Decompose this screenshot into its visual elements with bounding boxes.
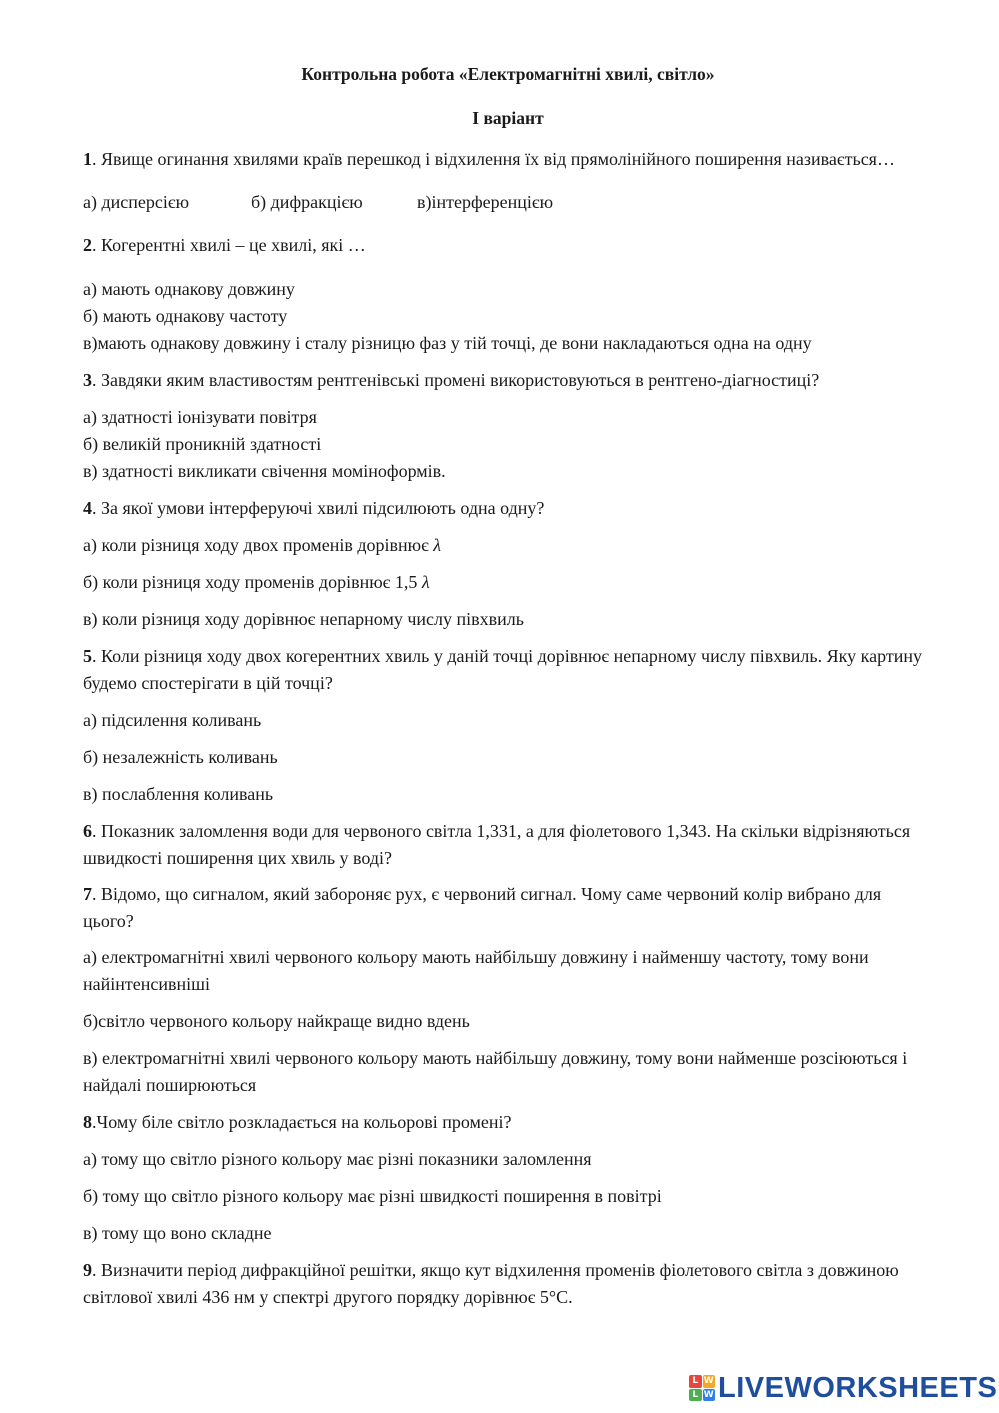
question-5 — [83, 643, 933, 697]
option[interactable]: в)інтерференцією — [417, 192, 554, 212]
lambda-symbol: λ — [421, 572, 430, 592]
option-text: а) коли різниця ходу двох променів дорівнює — [83, 535, 434, 555]
question-number: 1 — [83, 149, 92, 169]
option-text: б) коли різниця ходу променів дорівнює 1,5 — [83, 572, 422, 592]
option[interactable]: в)мають однакову довжину і сталу різницю фаз у тій точці, де вони накладаються одна на одну — [83, 333, 812, 353]
question-number: 3 — [83, 370, 92, 390]
logo-tile: W — [703, 1389, 714, 1400]
option[interactable]: в) послаблення коливань — [83, 784, 274, 804]
question-7 — [83, 881, 933, 935]
option[interactable] — [83, 569, 933, 596]
question-text: . Показник заломлення води для червоного світла 1,331, а для фіолетового 1,343. На скільки відрізняються швидкості поширення цих хвиль у воді? — [83, 821, 911, 868]
option[interactable]: а) тому що світло різного кольору має різні показники заломлення — [83, 1149, 592, 1169]
question-9 — [83, 1257, 933, 1311]
logo-tile: L — [689, 1389, 702, 1402]
option[interactable]: а) мають однакову довжину — [83, 279, 295, 299]
option[interactable] — [83, 532, 933, 559]
option[interactable]: б) мають однакову частоту — [83, 306, 288, 326]
brand-text: LIVEWORKSHEETS — [718, 1371, 998, 1404]
question-1 — [83, 146, 933, 173]
variant-heading: І варіант — [472, 108, 544, 128]
option[interactable]: в) електромагнітні хвилі червоного кольору мають найбільшу довжину, тому вони найменше розсіюються і найдалі поширюються — [83, 1048, 908, 1095]
lambda-symbol: λ — [433, 535, 442, 555]
question-number: 9 — [83, 1260, 92, 1280]
question-text: . Когерентні хвилі – це хвилі, які … — [92, 235, 366, 255]
option[interactable]: а) підсилення коливань — [83, 710, 262, 730]
question-text: . Явище огинання хвилями країв перешкод і відхилення їх від прямолінійного поширення називається… — [92, 149, 895, 169]
question-text: .Чому біле світло розкладається на кольорові промені? — [92, 1112, 512, 1132]
option[interactable]: а) дисперсією — [83, 192, 190, 212]
liveworksheets-logo-icon — [689, 1375, 715, 1401]
worksheet-page — [83, 60, 933, 1311]
question-3 — [83, 367, 933, 394]
logo-tile: W — [703, 1376, 714, 1386]
question-number: 7 — [83, 884, 92, 904]
question-text: . Завдяки яким властивостям рентгенівські промені використовуються в рентгено-діагностиці? — [92, 370, 820, 390]
option[interactable]: в) здатності викликати свічення моміноформів. — [83, 461, 446, 481]
question-number: 4 — [83, 498, 92, 518]
logo-tile: L — [689, 1375, 702, 1388]
question-4 — [83, 495, 933, 522]
option[interactable]: б) незалежність коливань — [83, 747, 278, 767]
question-number: 6 — [83, 821, 92, 841]
question-number: 8 — [83, 1112, 92, 1132]
option[interactable]: б) дифракцією — [251, 192, 363, 212]
question-text: . Відомо, що сигналом, який забороняє рух, є червоний сигнал. Чому саме червоний колір вибрано для цього? — [83, 884, 882, 931]
question-1-options — [83, 189, 933, 216]
question-text: . За якої умови інтерферуючі хвилі підсилюють одна одну? — [92, 498, 545, 518]
option[interactable]: б) великій проникній здатності — [83, 434, 322, 454]
question-number: 2 — [83, 235, 92, 255]
liveworksheets-brand — [689, 1371, 997, 1405]
question-text: . Коли різниця ходу двох когерентних хвиль у даній точці дорівнює непарному числу півхвиль. Яку картину будемо спостерігати в цій точці? — [83, 646, 922, 693]
question-8 — [83, 1109, 933, 1136]
option[interactable]: а) електромагнітні хвилі червоного кольору мають найбільшу довжину і найменшу частоту, тому вони найінтенсивніші — [83, 947, 869, 994]
option[interactable]: б)світло червоного кольору найкраще видно вдень — [83, 1011, 470, 1031]
question-6 — [83, 818, 933, 872]
option[interactable]: б) тому що світло різного кольору має різні швидкості поширення в повітрі — [83, 1186, 662, 1206]
option[interactable]: а) здатності іонізувати повітря — [83, 407, 317, 427]
page-title: Контрольна робота «Електромагнітні хвилі, світло» — [301, 64, 715, 84]
question-number: 5 — [83, 646, 92, 666]
question-text: . Визначити період дифракційної решітки, якщо кут відхилення променів фіолетового світла з довжиною світлової хвилі 436 нм у спектрі другого порядку дорівнює 5°С. — [83, 1260, 899, 1307]
option[interactable]: в) коли різниця ходу дорівнює непарному числу півхвиль — [83, 609, 524, 629]
question-2 — [83, 232, 933, 259]
option[interactable]: в) тому що воно складне — [83, 1223, 272, 1243]
